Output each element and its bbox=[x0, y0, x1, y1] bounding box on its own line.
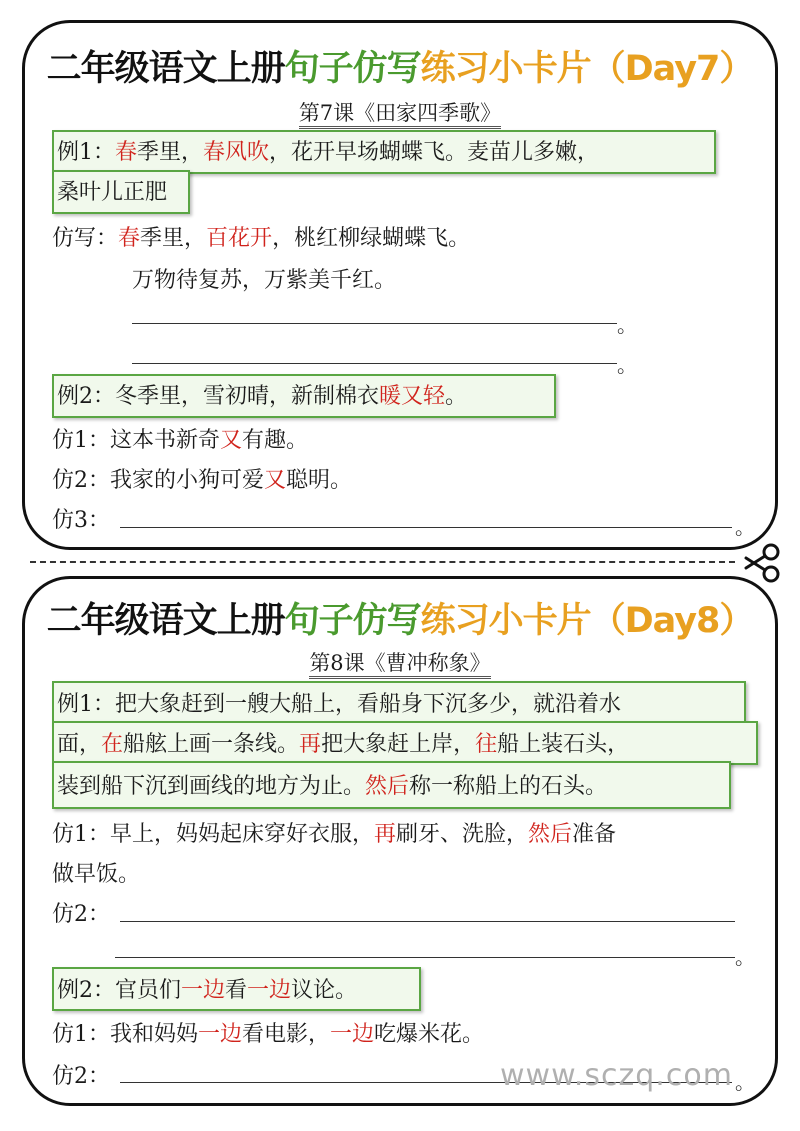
card-title: 二年级语文上册句子仿写练习小卡片（Day8） bbox=[46, 601, 754, 641]
lesson-title: 第8课《曹冲称象》 bbox=[25, 647, 775, 677]
example-1-line-2: 桑叶儿正肥 bbox=[57, 180, 168, 205]
cut-line bbox=[30, 561, 735, 563]
fang-2: 仿2：我家的小狗可爱又聪明。 bbox=[52, 468, 353, 493]
fang-1-line-1: 仿1：早上，妈妈起床穿好衣服，再刷牙、洗脸，然后准备 bbox=[52, 822, 617, 847]
fang-3-label: 仿3： bbox=[52, 508, 110, 533]
example-1-line-1: 例1：把大象赶到一艘大船上，看船身下沉多少，就沿着水 bbox=[57, 692, 621, 717]
card-title: 二年级语文上册句子仿写练习小卡片（Day7） bbox=[46, 49, 754, 89]
practice-card-day7 bbox=[22, 20, 778, 550]
example-1-line-2: 面，在船舷上画一条线。再把大象赶上岸，往船上装石头， bbox=[57, 732, 630, 757]
imitation-line-1: 仿写：春季里，百花开，桃红柳绿蝴蝶飞。 bbox=[52, 226, 471, 251]
imitation-line-2: 万物待复苏，万紫美千红。 bbox=[132, 268, 397, 293]
answer-blank[interactable] bbox=[132, 363, 617, 364]
period-mark: 。 bbox=[735, 945, 755, 969]
example-1-line-1: 例1：春季里，春风吹，花开早场蝴蝶飞。麦苗儿多嫩， bbox=[57, 140, 600, 165]
example-2: 例2：冬季里，雪初晴，新制棉衣暖又轻。 bbox=[57, 384, 468, 409]
answer-blank[interactable] bbox=[115, 957, 735, 958]
practice-card-day8 bbox=[22, 576, 778, 1106]
lesson-title: 第7课《田家四季歌》 bbox=[25, 97, 775, 127]
watermark: www.sczq.com bbox=[500, 1058, 733, 1093]
fang-1-line-2: 做早饭。 bbox=[52, 862, 141, 887]
answer-blank[interactable] bbox=[120, 921, 735, 922]
example-2: 例2：官员们一边看一边议论。 bbox=[57, 978, 358, 1003]
fang-1b: 仿1：我和妈妈一边看电影，一边吃爆米花。 bbox=[52, 1022, 485, 1047]
answer-blank[interactable] bbox=[132, 323, 617, 324]
scissors-icon bbox=[742, 542, 784, 584]
period-mark: 。 bbox=[617, 353, 637, 377]
fang-1: 仿1：这本书新奇又有趣。 bbox=[52, 428, 309, 453]
answer-blank[interactable] bbox=[120, 527, 732, 528]
period-mark: 。 bbox=[735, 1070, 755, 1094]
fang-2b-label: 仿2： bbox=[52, 1064, 110, 1089]
period-mark: 。 bbox=[735, 515, 755, 539]
fang-2-label: 仿2： bbox=[52, 902, 110, 927]
example-1-line-3: 装到船下沉到画线的地方为止。然后称一称船上的石头。 bbox=[57, 774, 608, 799]
period-mark: 。 bbox=[617, 313, 637, 337]
